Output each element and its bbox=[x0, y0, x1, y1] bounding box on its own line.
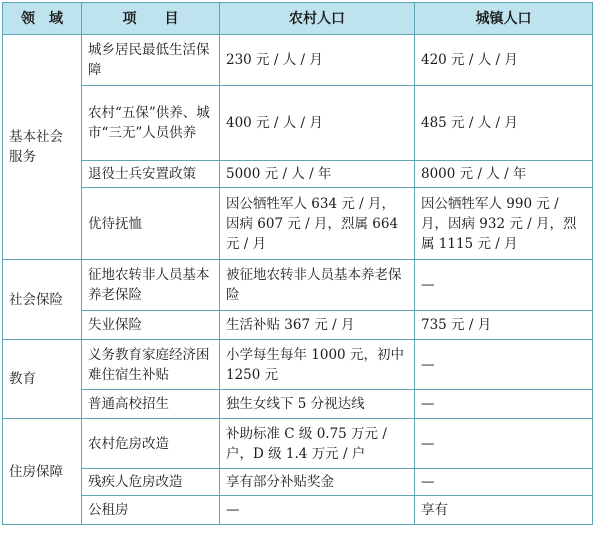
item-cell: 优待抚恤 bbox=[82, 188, 220, 260]
table-row bbox=[3, 469, 593, 496]
header-item: 项 目 bbox=[82, 3, 220, 35]
item-cell: 残疾人危房改造 bbox=[82, 469, 220, 496]
rural-cell: — bbox=[220, 496, 415, 525]
urban-cell: 735 元 / 月 bbox=[415, 311, 593, 340]
urban-cell: 8000 元 / 人 / 年 bbox=[415, 161, 593, 188]
rural-cell: 补助标准 C 级 0.75 万元 / 户，D 级 1.4 万元 / 户 bbox=[220, 419, 415, 469]
comparison-table bbox=[2, 2, 593, 525]
item-cell: 农村危房改造 bbox=[82, 419, 220, 469]
rural-cell: 5000 元 / 人 / 年 bbox=[220, 161, 415, 188]
item-cell: 义务教育家庭经济困难住宿生补贴 bbox=[82, 340, 220, 390]
rural-cell: 400 元 / 人 / 月 bbox=[220, 86, 415, 161]
table-row bbox=[3, 188, 593, 260]
urban-cell: — bbox=[415, 419, 593, 469]
urban-cell: 享有 bbox=[415, 496, 593, 525]
table-row bbox=[3, 260, 593, 311]
item-cell: 征地农转非人员基本养老保险 bbox=[82, 260, 220, 311]
table-row bbox=[3, 390, 593, 419]
urban-cell: — bbox=[415, 340, 593, 390]
table-row bbox=[3, 340, 593, 390]
table-row bbox=[3, 496, 593, 525]
rural-cell: 享有部分补贴奖金 bbox=[220, 469, 415, 496]
item-cell: 失业保险 bbox=[82, 311, 220, 340]
urban-cell: 485 元 / 人 / 月 bbox=[415, 86, 593, 161]
item-cell: 退役士兵安置政策 bbox=[82, 161, 220, 188]
urban-cell: 420 元 / 人 / 月 bbox=[415, 35, 593, 86]
urban-cell: — bbox=[415, 390, 593, 419]
header-row bbox=[3, 3, 593, 35]
rural-cell: 被征地农转非人员基本养老保险 bbox=[220, 260, 415, 311]
rural-cell: 生活补贴 367 元 / 月 bbox=[220, 311, 415, 340]
item-cell: 公租房 bbox=[82, 496, 220, 525]
table-row bbox=[3, 35, 593, 86]
item-cell: 城乡居民最低生活保障 bbox=[82, 35, 220, 86]
urban-cell: — bbox=[415, 469, 593, 496]
domain-cell: 教育 bbox=[3, 340, 82, 419]
item-cell: 农村“五保”供养、城市“三无”人员供养 bbox=[82, 86, 220, 161]
domain-cell: 社会保险 bbox=[3, 260, 82, 340]
header-rural: 农村人口 bbox=[220, 3, 415, 35]
urban-cell: — bbox=[415, 260, 593, 311]
urban-cell: 因公牺牲军人 990 元 / 月，因病 932 元 / 月，烈属 1115 元 / 月 bbox=[415, 188, 593, 260]
rural-cell: 因公牺牲军人 634 元 / 月，因病 607 元 / 月，烈属 664 元 / 月 bbox=[220, 188, 415, 260]
domain-cell: 基本社会服务 bbox=[3, 35, 82, 260]
table-row bbox=[3, 311, 593, 340]
header-domain: 领 域 bbox=[3, 3, 82, 35]
table-row bbox=[3, 86, 593, 161]
table-row bbox=[3, 419, 593, 469]
table-row bbox=[3, 161, 593, 188]
rural-cell: 独生女线下 5 分视达线 bbox=[220, 390, 415, 419]
header-urban: 城镇人口 bbox=[415, 3, 593, 35]
domain-cell: 住房保障 bbox=[3, 419, 82, 525]
rural-cell: 小学每生每年 1000 元，初中 1250 元 bbox=[220, 340, 415, 390]
rural-cell: 230 元 / 人 / 月 bbox=[220, 35, 415, 86]
item-cell: 普通高校招生 bbox=[82, 390, 220, 419]
